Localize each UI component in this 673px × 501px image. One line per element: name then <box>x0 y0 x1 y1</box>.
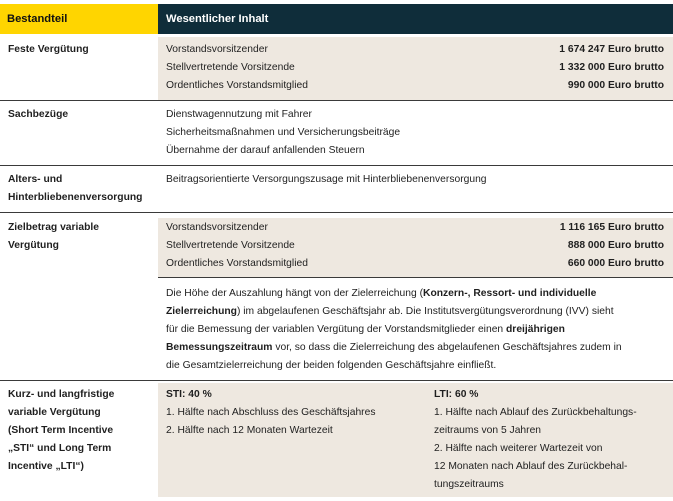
sti-line: 2. Hälfte nach 12 Monaten Wartezeit <box>166 425 333 436</box>
sachbezug-line: Übernahme der darauf anfallenden Steuern <box>166 145 365 156</box>
divider <box>0 212 673 213</box>
ziel-role: Ordentliches Vorstandsmitglied <box>166 258 308 269</box>
label-kurz: Incentive „LTI“) <box>8 461 84 472</box>
alters-text: Beitragsorientierte Versorgungszusage mit Hinterbliebenenversorgung <box>166 174 487 185</box>
lti-line: 1. Hälfte nach Ablauf des Zurückbehaltungs- <box>434 407 637 418</box>
lti-line: zeitraums von 5 Jahren <box>434 425 542 436</box>
feste-value: 990 000 Euro brutto <box>567 80 664 91</box>
label-kurz: „STI“ und Long Term <box>8 443 112 454</box>
ziel-para-line: Zielerreichung) im abgelaufenen Geschäftsjahr ab. Die Institutsvergütungsverordnung (IVV) sieht <box>166 306 614 317</box>
ziel-para-line: die Gesamtzielerreichung der beiden folgenden Geschäftsjahre einfließt. <box>166 360 497 371</box>
feste-role: Ordentliches Vorstandsmitglied <box>166 80 308 91</box>
ziel-para-line: für die Bemessung der variablen Vergütung der Vorstandsmitglieder einen dreijährigen <box>166 324 565 335</box>
divider <box>158 277 673 278</box>
feste-value: 1 332 000 Euro brutto <box>559 62 664 73</box>
lti-line: 2. Hälfte nach weiterer Wartezeit von <box>434 443 603 454</box>
ziel-para-line: Die Höhe der Auszahlung hängt von der Zielerreichung (Konzern-, Ressort- und individuelle <box>166 288 597 299</box>
label-ziel: Zielbetrag variable <box>8 222 99 233</box>
label-kurz: Kurz- und langfristige <box>8 389 115 400</box>
label-alters: Alters- und <box>8 174 63 185</box>
feste-role: Stellvertretende Vorsitzende <box>166 62 295 73</box>
ziel-value: 660 000 Euro brutto <box>567 258 664 269</box>
ziel-value: 1 116 165 Euro brutto <box>559 222 664 233</box>
feste-role: Vorstandsvorsitzender <box>166 44 268 55</box>
divider <box>0 165 673 166</box>
divider <box>0 380 673 381</box>
label-kurz: variable Vergütung <box>8 407 101 418</box>
lti-line: tungszeitraums <box>434 479 504 490</box>
label-sachbezuege: Sachbezüge <box>8 109 69 120</box>
sachbezug-line: Dienstwagennutzung mit Fahrer <box>166 109 312 120</box>
header-inhalt: Wesentlicher Inhalt <box>158 4 673 34</box>
ziel-para-line: Bemessungszeitraum vor, so dass die Zielerreichung des abgelaufenen Geschäftsjahres zudem in <box>166 342 622 353</box>
lti-title: LTI: 60 % <box>434 389 479 400</box>
lti-line: 12 Monaten nach Ablauf des Zurückbehal- <box>434 461 628 472</box>
feste-value: 1 674 247 Euro brutto <box>559 44 664 55</box>
label-ziel-2: Vergütung <box>8 240 59 251</box>
sti-title: STI: 40 % <box>166 389 212 400</box>
label-feste: Feste Vergütung <box>8 44 89 55</box>
label-alters-2: Hinterbliebenenversorgung <box>8 192 143 203</box>
ziel-role: Stellvertretende Vorsitzende <box>166 240 295 251</box>
sti-line: 1. Hälfte nach Abschluss des Geschäftsjahres <box>166 407 376 418</box>
label-kurz: (Short Term Incentive <box>8 425 114 436</box>
ziel-value: 888 000 Euro brutto <box>567 240 664 251</box>
header-bestandteil: Bestandteil <box>0 4 158 34</box>
sachbezug-line: Sicherheitsmaßnahmen und Versicherungsbeiträge <box>166 127 401 138</box>
ziel-role: Vorstandsvorsitzender <box>166 222 268 233</box>
divider <box>0 100 673 101</box>
